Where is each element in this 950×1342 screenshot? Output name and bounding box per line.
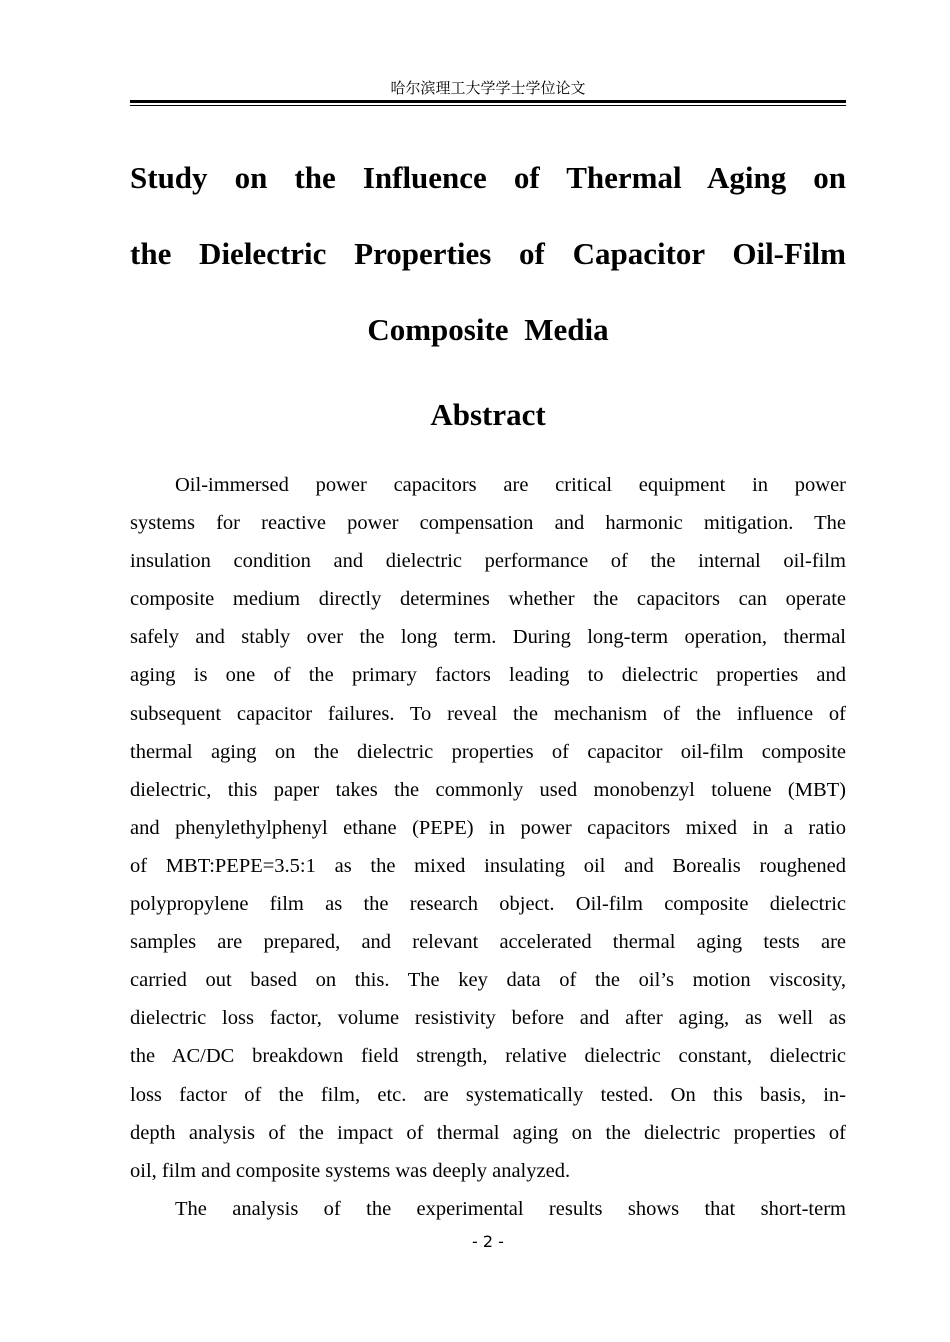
abstract-line: subsequent capacitor failures. To reveal the mechanism of the influence of [130, 702, 846, 725]
abstract-line: dielectric, this paper takes the commonly used monobenzyl toluene (MBT) [130, 778, 846, 801]
abstract-line: and phenylethylphenyl ethane (PEPE) in power capacitors mixed in a ratio [130, 816, 846, 839]
abstract-line: composite medium directly determines whether the capacitors can operate [130, 588, 846, 611]
abstract-line: The analysis of the experimental results shows that short-term [175, 1197, 846, 1220]
abstract-line: depth analysis of the impact of thermal aging on the dielectric properties of [130, 1121, 846, 1144]
abstract-line: insulation condition and dielectric performance of the internal oil-film [130, 550, 846, 573]
title-line: Study on the Influence of Thermal Aging on [130, 160, 846, 195]
abstract-line: dielectric loss factor, volume resistivity before and after aging, as well as [130, 1007, 846, 1030]
abstract-line: carried out based on this. The key data of the oil’s motion viscosity, [130, 969, 846, 992]
abstract-line: the AC/DC breakdown field strength, relative dielectric constant, dielectric [130, 1045, 846, 1068]
abstract-line: of MBT:PEPE=3.5:1 as the mixed insulating oil and Borealis roughened [130, 854, 846, 877]
header-rule-thin [130, 105, 846, 106]
abstract-line: samples are prepared, and relevant accelerated thermal aging tests are [130, 931, 846, 954]
abstract-heading: Abstract [430, 397, 546, 432]
page-number: - 2 - [472, 1232, 504, 1251]
abstract-line: safely and stably over the long term. During long-term operation, thermal [130, 626, 846, 649]
title-line: Composite Media [367, 312, 609, 347]
title-line: the Dielectric Properties of Capacitor Oil-Film [130, 236, 846, 271]
abstract-line: oil, film and composite systems was deeply analyzed. [130, 1159, 571, 1182]
abstract-line: aging is one of the primary factors leading to dielectric properties and [130, 664, 846, 687]
abstract-line: loss factor of the film, etc. are systematically tested. On this basis, in- [130, 1083, 846, 1106]
paper-title [130, 140, 846, 368]
running-header: 哈尔滨理工大学学士学位论文 [390, 79, 586, 97]
abstract-body [130, 466, 846, 1228]
abstract-line: Oil-immersed power capacitors are critical equipment in power [175, 474, 846, 496]
abstract-line: systems for reactive power compensation and harmonic mitigation. The [130, 512, 846, 535]
header-rule-thick [130, 100, 846, 103]
abstract-line: polypropylene film as the research object. Oil-film composite dielectric [130, 893, 846, 916]
abstract-line: thermal aging on the dielectric properties of capacitor oil-film composite [130, 740, 846, 763]
